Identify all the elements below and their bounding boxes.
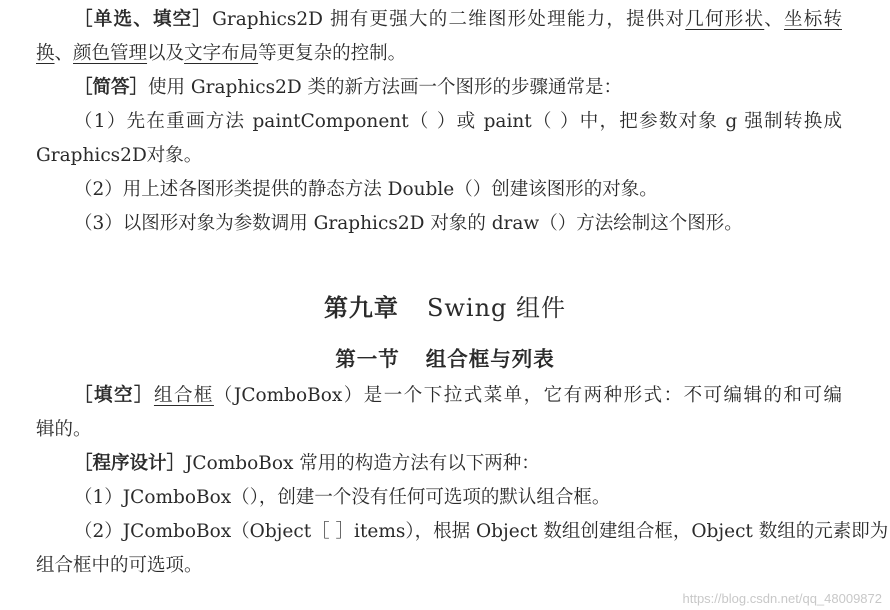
paragraph-line: 辑的。	[36, 419, 92, 440]
question-type-tag: ［填空］	[74, 385, 154, 406]
paragraph-step-3	[36, 207, 842, 241]
paragraph-line: ［程序设计］JComboBox 常用的构造方法有以下两种：	[74, 453, 540, 474]
question-type-tag: ［简答］	[74, 77, 149, 98]
keyword-underlined: 几何形状	[685, 9, 765, 30]
paragraph-combobox-intro	[36, 379, 842, 447]
section-number: 第一节	[335, 347, 400, 371]
chapter-title	[0, 288, 890, 328]
paragraph-constructors-heading	[36, 447, 842, 481]
paragraph-line: 换、颜色管理以及文字布局等更复杂的控制。	[36, 43, 407, 64]
paragraph-line: （3）以图形对象为参数调用 Graphics2D 对象的 draw（）方法绘制这个图形。	[74, 213, 743, 234]
paragraph-constructor-1	[36, 481, 842, 515]
paragraph-graphics2d-intro	[36, 3, 842, 71]
paragraph-line: 组合框中的可选项。	[36, 555, 203, 576]
question-type-tag: ［单选、填空］	[74, 9, 213, 30]
paragraph-line: （2）JComboBox（Object［ ］items），根据 Object 数组创建组合框，Object 数组的元素即为	[74, 521, 889, 542]
keyword-underlined: 文字布局	[184, 43, 259, 64]
paragraph-line: Graphics2D对象。	[36, 145, 203, 166]
section-name: 组合框与列表	[425, 347, 555, 371]
paragraph-line: （1）JComboBox（），创建一个没有任何可选项的默认组合框。	[74, 487, 611, 508]
paragraph-step-1	[36, 105, 842, 173]
keyword-underlined: 坐标转	[784, 9, 842, 30]
keyword-underlined: 组合框	[153, 385, 214, 406]
paragraph-line: ［填空］组合框（JComboBox）是一个下拉式菜单，它有两种形式：不可编辑的和可编	[74, 385, 842, 406]
paragraph-constructor-2	[36, 515, 889, 583]
paragraph-line: ［简答］使用 Graphics2D 类的新方法画一个图形的步骤通常是：	[74, 77, 623, 98]
keyword-underlined: 颜色管理	[73, 43, 148, 64]
paragraph-step-2	[36, 173, 842, 207]
paragraph-line: （2）用上述各图形类提供的静态方法 Double（）创建该图形的对象。	[74, 179, 658, 200]
chapter-number: 第九章	[323, 293, 399, 322]
paragraph-line: （1）先在重画方法 paintComponent（ ）或 paint（ ）中，把参数对象 g 强制转换成	[74, 111, 842, 132]
question-type-tag: ［程序设计］	[74, 453, 186, 474]
paragraph-line: ［单选、填空］Graphics2D 拥有更强大的二维图形处理能力，提供对几何形状、坐标转	[74, 9, 842, 30]
watermark-url: https://blog.csdn.net/qq_48009872	[682, 591, 882, 606]
paragraph-steps-heading	[36, 71, 842, 105]
chapter-name: Swing 组件	[426, 294, 567, 322]
section-title	[0, 342, 890, 376]
keyword-underlined: 换	[36, 43, 55, 64]
